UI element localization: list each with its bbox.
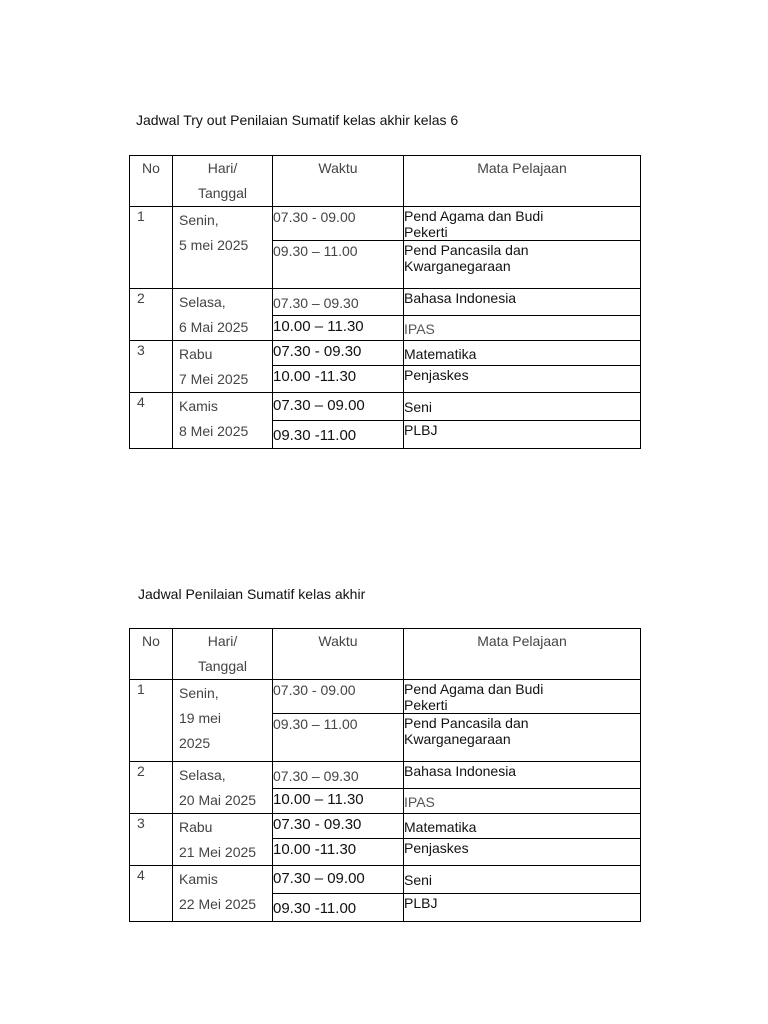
slot-subject: Bahasa Indonesia: [404, 289, 641, 316]
header-row: [130, 156, 641, 207]
column-header-time: Waktu: [273, 629, 404, 680]
slot-subject: PLBJ: [404, 421, 641, 449]
table-row: [130, 866, 641, 894]
slot-subject: Penjaskes: [404, 838, 641, 865]
slot-time: 07.30 – 09.30: [273, 762, 404, 789]
column-header-no: No: [130, 156, 173, 207]
schedule-table-tryout: [129, 155, 641, 449]
slot-time: 07.30 - 09.30: [273, 814, 404, 839]
row-number: 4: [130, 393, 173, 449]
row-number: 2: [130, 762, 173, 814]
row-day-date: Senin, 19 mei 2025: [173, 680, 273, 762]
table-row: [130, 680, 641, 714]
slot-subject: IPAS: [404, 788, 641, 813]
slot-subject: IPAS: [404, 315, 641, 340]
slot-time: 09.30 – 11.00: [273, 241, 404, 289]
table-row: [130, 393, 641, 421]
slot-subject: Seni: [404, 866, 641, 894]
row-number: 3: [130, 341, 173, 393]
row-day-date: Rabu 21 Mei 2025: [173, 814, 273, 866]
slot-subject: Matematika: [404, 341, 641, 366]
slot-time: 09.30 – 11.00: [273, 714, 404, 762]
row-day-date: Selasa, 6 Mai 2025: [173, 289, 273, 341]
slot-subject: Pend Agama dan Budi Pekerti: [404, 680, 641, 714]
slot-time: 09.30 -11.00: [273, 894, 404, 922]
slot-time: 07.30 - 09.00: [273, 680, 404, 714]
slot-subject: Penjaskes: [404, 365, 641, 392]
slot-time: 07.30 - 09.00: [273, 207, 404, 241]
row-day-date: Selasa, 20 Mai 2025: [173, 762, 273, 814]
column-header-subject: Mata Pelajaan: [404, 629, 641, 680]
table-row: [130, 341, 641, 366]
column-header-subject: Mata Pelajaan: [404, 156, 641, 207]
slot-time: 10.00 -11.30: [273, 365, 404, 392]
header-row: [130, 629, 641, 680]
slot-subject: Bahasa Indonesia: [404, 762, 641, 789]
slot-time: 10.00 -11.30: [273, 838, 404, 865]
row-day-date: Kamis 22 Mei 2025: [173, 866, 273, 922]
column-header-day: Hari/ Tanggal: [173, 156, 273, 207]
slot-subject: Matematika: [404, 814, 641, 839]
table-row: [130, 289, 641, 316]
slot-time: 09.30 -11.00: [273, 421, 404, 449]
slot-time: 10.00 – 11.30: [273, 315, 404, 340]
slot-time: 07.30 – 09.00: [273, 866, 404, 894]
table-row: [130, 207, 641, 241]
slot-subject: Pend Pancasila dan Kwarganegaraan: [404, 241, 641, 289]
row-number: 4: [130, 866, 173, 922]
schedule-table-sumatif: [129, 628, 641, 922]
slot-subject: Seni: [404, 393, 641, 421]
row-day-date: Rabu 7 Mei 2025: [173, 341, 273, 393]
schedule-title-sumatif: Jadwal Penilaian Sumatif kelas akhir: [138, 586, 366, 602]
table-row: [130, 814, 641, 839]
schedule-title-tryout: Jadwal Try out Penilaian Sumatif kelas akhir kelas 6: [136, 112, 459, 128]
slot-time: 07.30 – 09.00: [273, 393, 404, 421]
row-day-date: Senin, 5 mei 2025: [173, 207, 273, 289]
column-header-day: Hari/ Tanggal: [173, 629, 273, 680]
slot-time: 07.30 – 09.30: [273, 289, 404, 316]
slot-time: 10.00 – 11.30: [273, 788, 404, 813]
slot-time: 07.30 - 09.30: [273, 341, 404, 366]
slot-subject: PLBJ: [404, 894, 641, 922]
row-day-date: Kamis 8 Mei 2025: [173, 393, 273, 449]
slot-subject: Pend Agama dan Budi Pekerti: [404, 207, 641, 241]
row-number: 3: [130, 814, 173, 866]
slot-subject: Pend Pancasila dan Kwarganegaraan: [404, 714, 641, 762]
column-header-no: No: [130, 629, 173, 680]
row-number: 1: [130, 207, 173, 289]
table-row: [130, 762, 641, 789]
row-number: 1: [130, 680, 173, 762]
column-header-time: Waktu: [273, 156, 404, 207]
row-number: 2: [130, 289, 173, 341]
